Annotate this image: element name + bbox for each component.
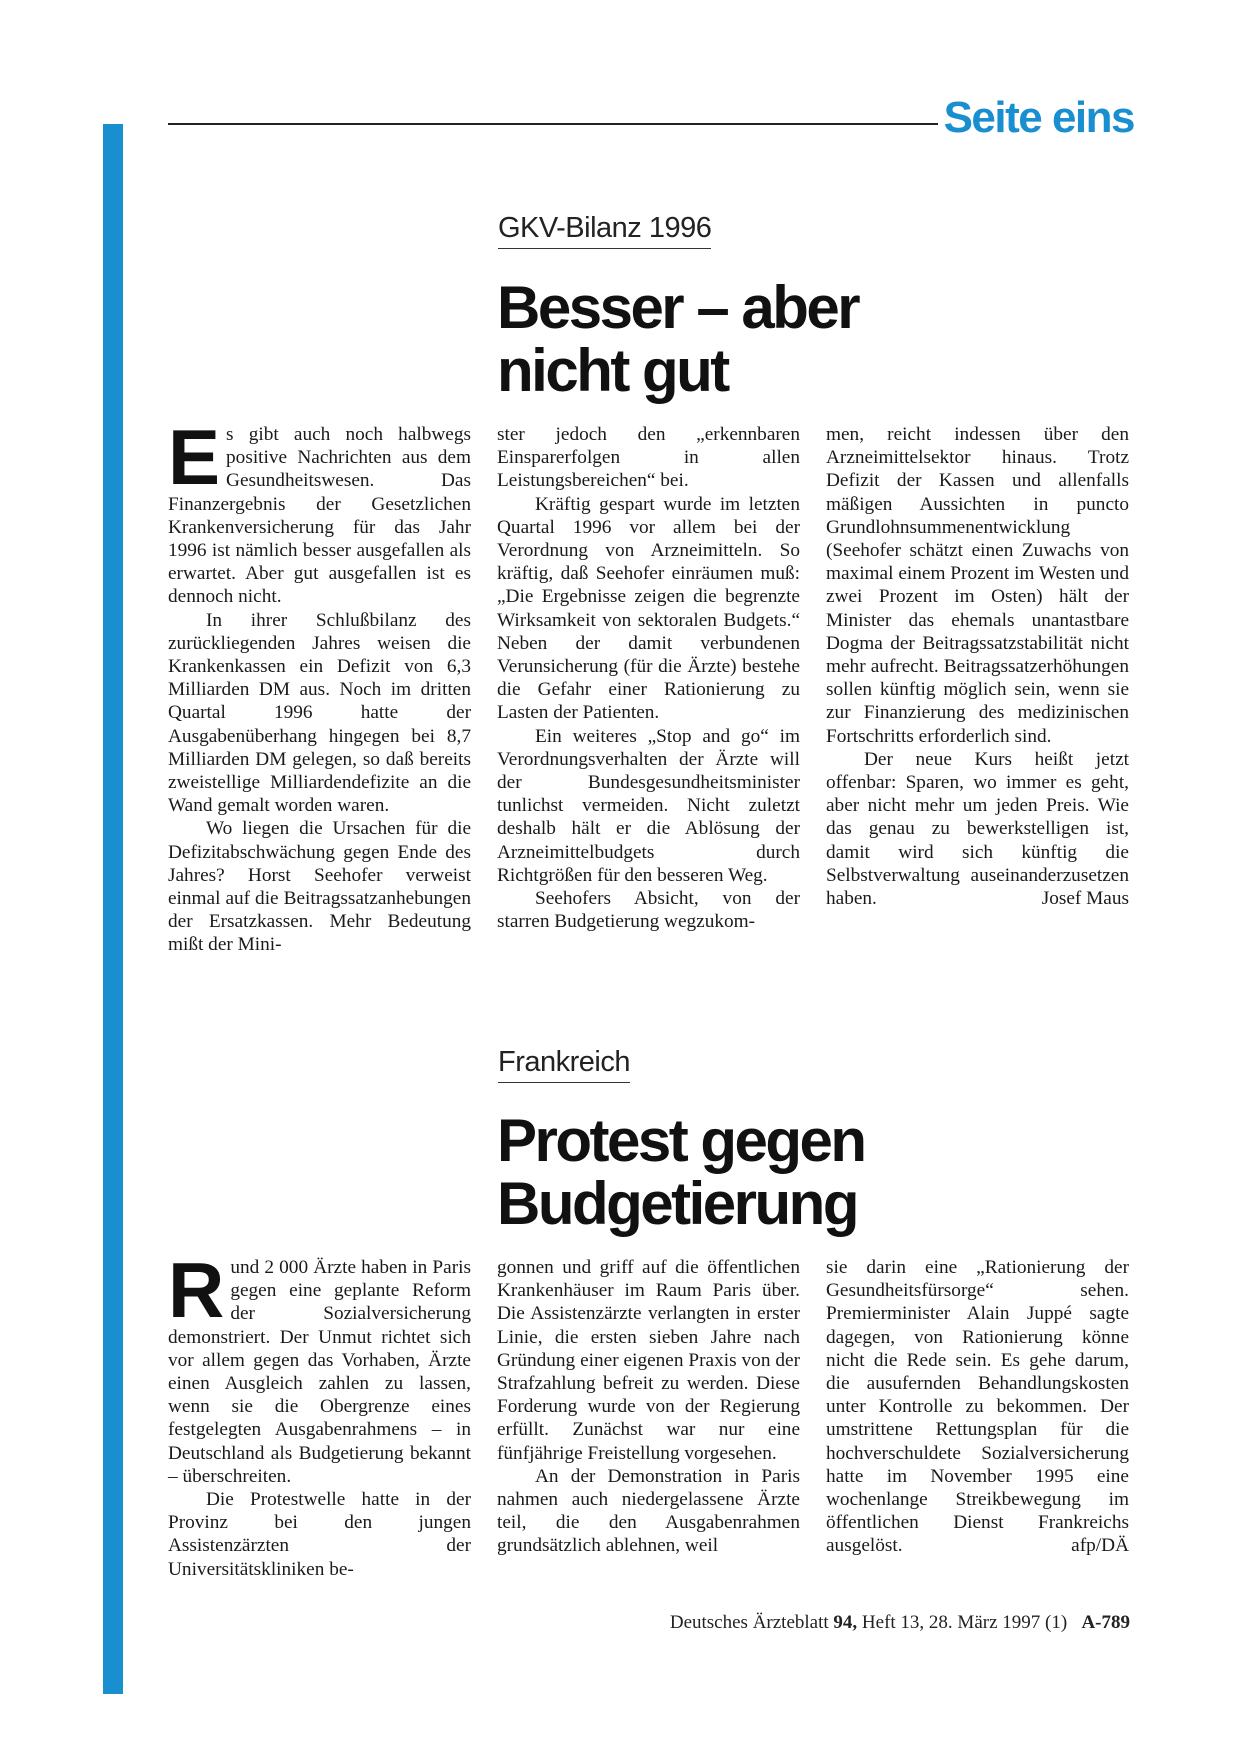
article-1-paragraph: Seehofers Absicht, von der starren Budgetierung wegzukom- (497, 888, 800, 933)
article-2-headline (497, 1109, 865, 1235)
article-2-paragraph: und 2 000 Ärzte haben in Paris gegen eine geplante Reform der Sozialversicherung demonstriert. Der Unmut richtet sich vor allem gegen das Vorhaben, Ärzte einen Ausgleich zahlen zu lassen, wenn sie die Obergrenze eines festgelegten Ausgabenrahmens – in Deutschland als Budgetierung bekannt – überschreiten. (168, 1257, 471, 1487)
footer-journal: Deutsches Ärzteblatt (669, 1612, 829, 1633)
article-1-kicker: GKV-Bilanz 1996 (498, 212, 711, 249)
article-2-column-1 (168, 1246, 471, 1581)
article-2-kicker: Frankreich (498, 1046, 630, 1083)
article-1-paragraph: Wo liegen die Ursachen für die Defizitabschwächung gegen Ende des Jahres? Horst Seehofer verweist einmal auf die Beitragssatzanhebungen der Ersatzkassen. Mehr Bedeutung mißt der Mini- (168, 818, 471, 956)
article-2-dropcap: R (168, 1246, 225, 1334)
article-2-paragraph: gonnen und griff auf die öffentlichen Krankenhäuser im Raum Paris über. Die Assistenzärzte verlangten in erster Linie, die ersten sieben Jahre nach Gründung einer eigenen Praxis von der Strafzahlung befreit zu werden. Diese Forderung wurde von der Regierung erfüllt. Zunächst war nur eine fünfjährige Freistellung vorgesehen. (497, 1257, 800, 1464)
article-2-paragraph: An der Demonstration in Paris nahmen auch niedergelassene Ärzte teil, die den Ausgabenrahmen grundsätzlich ablehnen, weil (497, 1465, 800, 1557)
footer-volume: 94, (833, 1612, 858, 1633)
page-footer (670, 1612, 1130, 1634)
article-2-column-2 (497, 1256, 800, 1558)
article-1-column-3 (826, 423, 1129, 910)
article-1-paragraph: ster jedoch den „erkennbaren Einsparerfolgen in allen Leistungsbereichen“ bei. (497, 424, 800, 492)
footer-issue: Heft 13, 28. März 1997 (1) (861, 1612, 1068, 1633)
header-rule (168, 123, 938, 125)
article-2-headline-line2: Budgetierung (497, 1170, 857, 1237)
article-1-paragraph: s gibt auch noch halbwegs positive Nachrichten aus dem Gesundheitswesen. Das Finanzergebnis der Gesetzlichen Krankenversicherung für das Jahr 1996 ist nämlich besser ausgefallen als erwartet. Aber gut ausgefallen ist es dennoch nicht. (168, 424, 471, 608)
article-1-paragraph: Der neue Kurs heißt jetzt offenbar: Sparen, wo immer es geht, aber nicht mehr um jeden Preis. Wie das genau zu bewerkstelligen ist, damit wird sich künftig die Selbstverwaltung auseinanderzusetzen haben. (826, 748, 1129, 910)
article-2-paragraph: Die Protestwelle hatte in der Provinz bei den jungen Assistenzärzten der Universitätskliniken be- (168, 1489, 471, 1580)
article-1-paragraph: Ein weiteres „Stop and go“ im Verordnungsverhalten der Ärzte will der Bundesgesundheitsminister tunlichst vermeiden. Nicht zuletzt deshalb hält er die Ablösung der Arzneimittelbudgets durch Richtgrößen für den besseren Weg. (497, 725, 800, 886)
article-1-column-1 (168, 413, 471, 957)
article-1-headline (497, 276, 858, 402)
footer-page-number: A-789 (1081, 1612, 1130, 1633)
article-2-paragraph: sie darin eine „Rationierung der Gesundheitsfürsorge“ sehen. Premierminister Alain Juppé sagte dagegen, von Rationierung könne nicht die Rede sein. Es gehe darum, die ausufernden Behandlungskosten unter Kontrolle zu bekommen. Der umstrittene Rettungsplan für die hochverschuldete Sozialversicherung hatte im November 1995 eine wochenlange Streikbewegung im öffentlichen Dienst Frankreichs ausgelöst. (826, 1257, 1129, 1557)
article-2-column-3 (826, 1256, 1129, 1558)
article-1-headline-line1: Besser – aber (497, 274, 859, 341)
article-2-author: afp/DÄ (1071, 1535, 1129, 1557)
article-2-headline-line1: Protest gegen (497, 1107, 865, 1174)
article-1-paragraph: men, reicht indessen über den Arzneimittelsektor hinaus. Trotz Defizit der Kassen und allenfalls mäßigen Aussichten in puncto Grundlohnsummenentwicklung (Seehofer schätzt einen Zuwachs von maximal einem Prozent im Westen und zwei Prozent im Osten) hält der Minister das ehemals unantastbare Dogma der Beitragssatzstabilität nicht mehr aufrecht. Beitragssatzerhöhungen sollen künftig möglich sein, wenn sie zur Finanzierung des medizinischen Fortschritts erforderlich sind. (826, 424, 1129, 747)
article-1-paragraph: Kräftig gespart wurde im letzten Quartal 1996 vor allem bei der Verordnung von Arzneimitteln. So kräftig, daß Seehofer einräumen muß: „Die Ergebnisse zeigen die begrenzte Wirksamkeit von sektoralen Budgets.“ Neben der damit verbundenen Verunsicherung (für die Ärzte) bestehe die Gefahr einer Rationierung zu Lasten der Patienten. (497, 493, 800, 724)
article-1-headline-line2: nicht gut (497, 337, 728, 404)
article-1-paragraph: In ihrer Schlußbilanz des zurückliegenden Jahres weisen die Krankenkassen ein Defizit von 6,3 Milliarden DM aus. Noch im dritten Quartal 1996 hatte der Ausgabenüberhang hingegen bei 8,7 Milliarden DM gelegen, so daß bereits zweistellige Milliardendefizite an die Wand gemalt worden waren. (168, 609, 471, 817)
article-1-column-2 (497, 423, 800, 933)
article-1-dropcap: E (168, 413, 221, 501)
section-title: Seite eins (943, 93, 1134, 142)
margin-accent-bar (103, 124, 123, 1694)
article-1-author: Josef Maus (1041, 888, 1129, 910)
